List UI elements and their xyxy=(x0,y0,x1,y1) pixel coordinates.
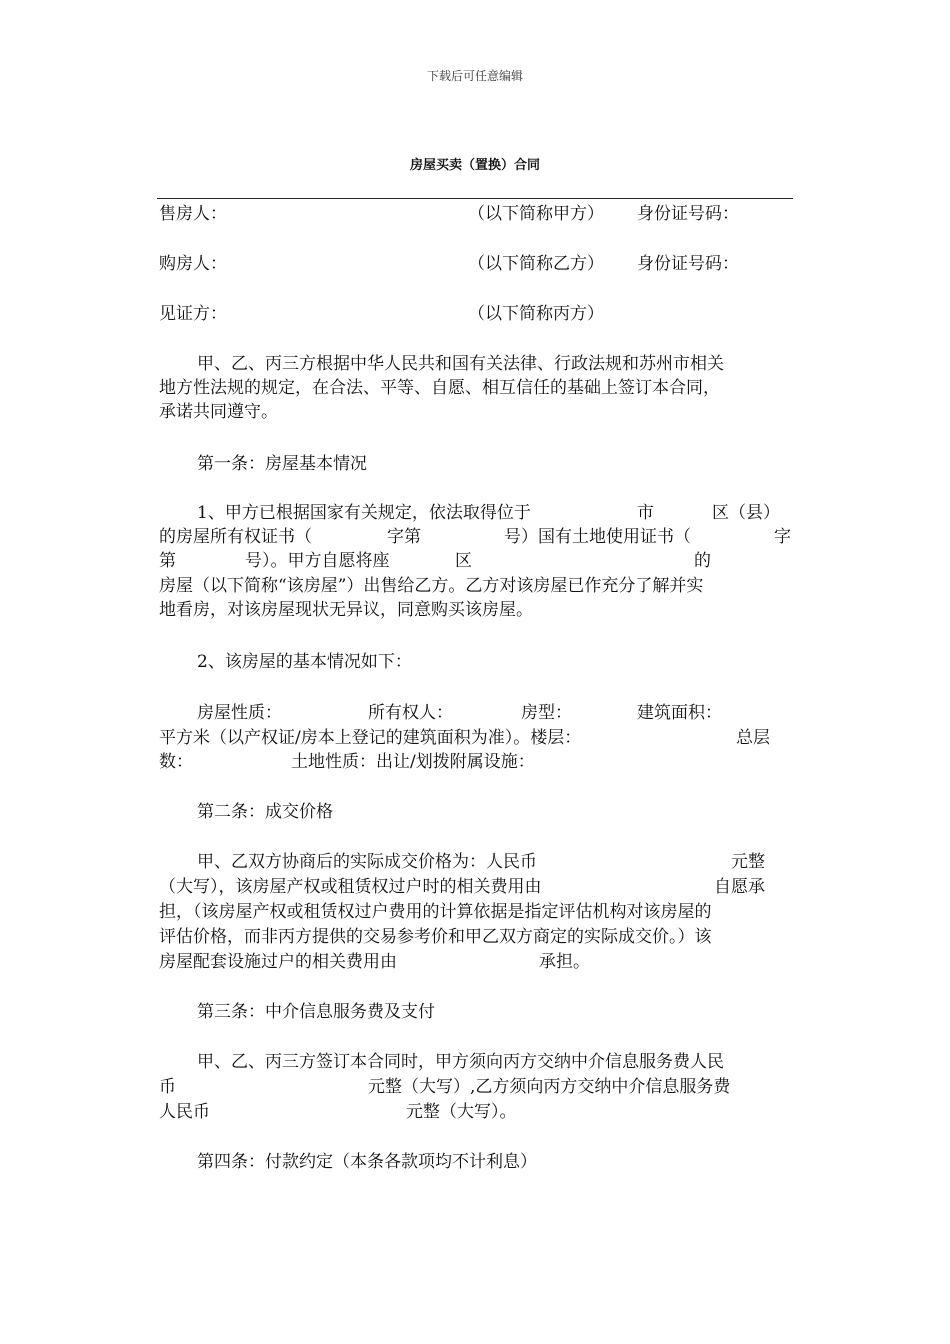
buyer-label: 购房人： xyxy=(159,254,227,274)
text-segment: 甲、乙双方协商后的实际成交价格为：人民币 xyxy=(197,852,537,872)
title-rule xyxy=(157,198,793,199)
article2-heading: 第二条：成交价格 xyxy=(197,802,333,822)
text-segment: 元整（大写）。 xyxy=(406,1102,517,1122)
text-segment: 房屋性质： xyxy=(197,703,282,723)
text-segment: 人民币 xyxy=(159,1102,210,1122)
article2-line-4: 评估价格，而非丙方提供的交易参考价和甲乙双方商定的实际成交价。）该 xyxy=(159,927,712,947)
article1-p1-line-5: 地看房，对该房屋现状无异议，同意购买该房屋。 xyxy=(159,600,533,620)
text-segment: 自愿承 xyxy=(714,877,765,897)
text-segment: 字 xyxy=(774,527,791,547)
witness-label: 见证方： xyxy=(159,304,227,324)
text-segment: 的房屋所有权证书（ xyxy=(159,527,312,547)
article3-line-1: 甲、乙、丙三方签订本合同时，甲方须向丙方交纳中介信息服务费人民 xyxy=(197,1052,724,1072)
intro-line-2: 地方性法规的规定，在合法、平等、自愿、相互信任的基础上签订本合同， xyxy=(159,378,720,398)
text-segment: 区 xyxy=(455,551,472,571)
seller-id-label: 身份证号码： xyxy=(637,204,739,224)
text-segment: 数： xyxy=(159,752,193,772)
text-segment: 币 xyxy=(159,1077,176,1097)
article3-heading: 第三条：中介信息服务费及支付 xyxy=(197,1002,435,1022)
seller-alias: （以下简称甲方） xyxy=(468,204,604,224)
intro-line-3: 承诺共同遵守。 xyxy=(159,402,278,422)
text-segment: 房屋配套设施过户的相关费用由 xyxy=(159,952,397,972)
witness-alias: （以下简称丙方） xyxy=(468,304,604,324)
buyer-alias: （以下简称乙方） xyxy=(468,254,604,274)
text-segment: 的 xyxy=(694,551,711,571)
document-title: 房屋买卖（置换）合同 xyxy=(409,158,540,173)
text-segment: 所有权人： xyxy=(368,703,453,723)
text-segment: 土地性质：出让/划拨附属设施： xyxy=(291,752,535,772)
text-segment: 总层 xyxy=(736,728,770,748)
text-segment: 元整 xyxy=(731,852,765,872)
article1-heading: 第一条：房屋基本情况 xyxy=(197,454,367,474)
article1-p1-line-4: 房屋（以下简称“该房屋”）出售给乙方。乙方对该房屋已作充分了解并实 xyxy=(159,576,704,596)
article4-heading: 第四条：付款约定（本条各款项均不计利息） xyxy=(197,1152,537,1172)
text-segment: （大写），该房屋产权或租赁权过户时的相关费用由 xyxy=(159,877,542,897)
text-segment: 平方米（以产权证/房本上登记的建筑面积为准）。楼层： xyxy=(159,728,582,748)
article1-p2-heading: 2、该房屋的基本情况如下： xyxy=(197,652,412,672)
buyer-id-label: 身份证号码： xyxy=(637,254,739,274)
text-segment: 1、甲方已根据国家有关规定，依法取得位于 xyxy=(197,503,531,523)
text-segment: 建筑面积： xyxy=(637,703,722,723)
text-segment: 第 xyxy=(159,551,176,571)
header-note: 下载后可任意编辑 xyxy=(426,69,523,83)
text-segment: 承担。 xyxy=(539,952,590,972)
text-segment: 元整（大写）,乙方须向丙方交纳中介信息服务费 xyxy=(368,1077,731,1097)
text-segment: 房型： xyxy=(521,703,572,723)
seller-label: 售房人： xyxy=(159,204,227,224)
text-segment: 号）。甲方自愿将座 xyxy=(245,551,390,571)
article2-line-3: 担，（该房屋产权或租赁权过户费用的计算依据是指定评估机构对该房屋的 xyxy=(159,902,712,922)
text-segment: 市 xyxy=(637,503,654,523)
text-segment: 字第 xyxy=(387,527,421,547)
text-segment: 区（县） xyxy=(712,503,780,523)
intro-line-1: 甲、乙、丙三方根据中华人民共和国有关法律、行政法规和苏州市相关 xyxy=(197,354,724,374)
text-segment: 号）国有土地使用证书（ xyxy=(504,527,691,547)
